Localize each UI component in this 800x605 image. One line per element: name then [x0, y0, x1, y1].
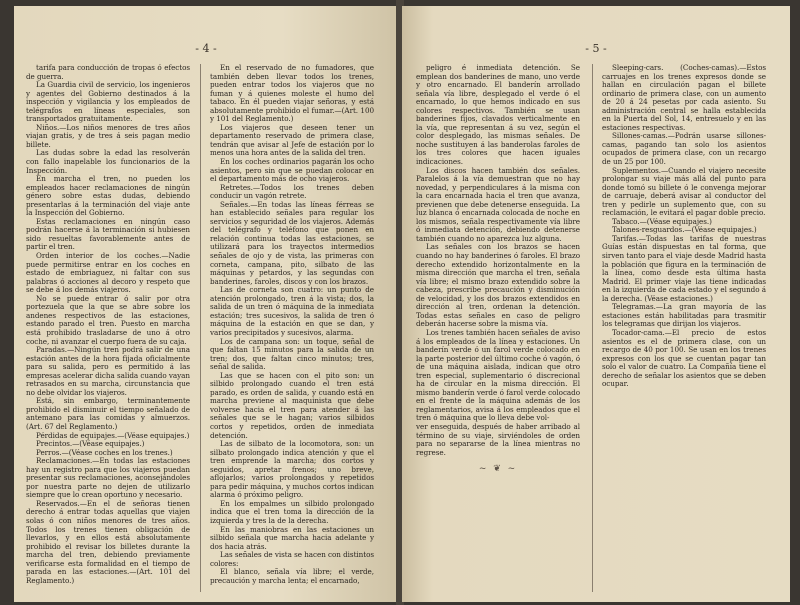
paragraph: Estas reclamaciones en ningún caso podrán hacerse á la terminación si hubiesen sido resueltas favorablemente antes de partir el tren. — [26, 216, 190, 252]
paragraph: Suplementos.—Cuando el viajero necesite prolongar su viaje más allá del punto para donde tomó su billete ó le convenga mejorar de carruaje, deberá avisar al conductor del tren y pedirle un suplemento que, con su reclamación, le evitará el pagar doble precio. — [602, 165, 766, 218]
paragraph: Telegramas.—La gran mayoría de las estaciones están habilitadas para trasmitir los telegramas que dirijan los viajeros. — [602, 302, 766, 329]
paragraph: Sillones-camas.—Podrán usarse sillones-camas, pagando tan solo los asientos ocupados de primera clase, con un recargo de un 25 por 100. — [602, 131, 766, 167]
left-page — [14, 6, 398, 602]
paragraph-continued: ver enseguida, después de haber arribado al término de su viaje, sirviéndoles de orden para no separarse de la línea mientras no regrese. — [416, 421, 580, 457]
paragraph: Talones-resguardos.—(Véase equipajes.) — [612, 225, 757, 235]
paragraph: peligro é inmediata detención. Se emplean dos banderines de mano, uno verde y otro encarnado. El banderín arrollado señala vía libre, desplegado el verde ó el encarnado, lo que hemos indicado en sus colores respectivos. También se usan banderines fijos, clavados verticalmente en la vía, que representan á su vez, según el color desplegado, las mismas señales. De noche sustituyen á las banderolas faroles de los tres colores que hacen iguales indicaciones. — [416, 63, 580, 167]
paragraph: Señales.—En todas las líneas férreas se han establecido señales para regular los servicios y seguridad de los viajeros. Además del telégrafo y teléfono que ponen en relación continua todas las estaciones, se utilizará para los trayectos intermedios señales de ojo y de vista, las primeras con corneta, campana, pito, silbato de las máquinas y petardos, y las segundas con banderines, faroles, discos y con los brazos. — [210, 199, 374, 286]
right-column-1 — [416, 64, 580, 480]
paragraph: Los viajeros que deseen tener un departamento reservado de primera clase, tendrán que avisar al Jefe de estación por lo menos una hora antes de la salida del tren. — [210, 122, 374, 158]
paragraph: Perros.—(Véase coches en los trenes.) — [36, 447, 173, 457]
right-page-number: - 5 - — [585, 42, 607, 55]
paragraph: No se puede entrar ó salir por otra portezuela que la que se abre sobre los andenes respectivos de las estaciones, estando parado el tren. Puesto en marcha está prohibido trasladarse de uno á otro coche, ni avanzar el cuerpo fuera de su caja. — [26, 293, 190, 346]
paragraph: Las de silbato de la locomotora, son: un silbato prolongado indica atención y que el tren emprende la marcha; dos cortos y seguidos, apretar frenos; uno breve, aflojarlos; varios prolongados y repetidos para pedir máquina, y muchos cortos indican alarma ó próximo peligro. — [210, 439, 374, 500]
left-page-number: - 4 - — [195, 42, 217, 55]
left-column-2 — [210, 64, 374, 585]
paragraph: Niños.—Los niños menores de tres años viajan gratis, y de tres á seis pagan medio billete. — [26, 122, 190, 149]
paragraph: El blanco, señala vía libre; el verde, precaución y marcha lenta; el encarnado, — [210, 567, 374, 585]
right-page — [402, 6, 790, 602]
paragraph: Precintos.—(Véase equipajes.) — [36, 439, 145, 449]
paragraph: Pérdidas de equipajes.—(Véase equipajes.) — [36, 430, 190, 440]
paragraph: tarifa para conducción de tropas ó efectos de guerra. — [26, 63, 190, 81]
left-column-1 — [26, 64, 190, 585]
paragraph: Está, sin embargo, terminantemente prohibido el disminuir el tiempo señalado de antemano para las comidas y almuerzos. (Art. 67 del Reglamento.) — [26, 396, 190, 431]
paragraph: Los discos hacen también dos señales. Paralelos á la vía demuestran que no hay novedad, y perpendiculares á la misma con la cara encarnada hacia el tren que avanza, previenen que debe detenerse enseguida. La luz blanca ó encarnada colocada de noche en los mismos, señala respectivamente vía libre ó inmediata detención, debiendo detenerse también cuando no aparezca luz alguna. — [416, 165, 580, 243]
paragraph: Los de campana son: un toque, señal de que faltan 15 minutos para la salida de un tren; dos, que faltan cinco minutos; tres, señal de salida. — [210, 336, 374, 372]
paragraph: En marcha el tren, no pueden los empleados hacer reclamaciones de ningún género sobre estas dudas, debiendo presentarlas á la terminación del viaje ante la Inspección del Gobierno. — [26, 174, 190, 218]
paragraph: Reservados.—En el de señoras tienen derecho á entrar todas aquellas que viajen solas ó con niños menores de tres años. Todos los trenes tienen obligación de llevarlos, y en ellos está absolutamente prohibido el revisar los billetes durante la marcha del tren, debiendo previamente verificarse esta formalidad en el tiempo de parada en las estaciones.—(Art. 101 del Reglamento.) — [26, 498, 190, 585]
paragraph: En el reservado de no fumadores, que también deben llevar todos los trenes, pueden entrar todos los viajeros que no fuman y á quienes moleste el humo del tabaco. En él pueden viajar señoras, y está absolutamente prohibido el fumar.—(Art. 100 y 101 del Reglamento.) — [210, 63, 374, 124]
paragraph: En los coches ordinarios pagarán los ocho asientos, pero sin que se puedan colocar en el departamento más de ocho viajeros. — [210, 157, 374, 184]
ornament-divider: ~ ❦ ~ — [478, 464, 518, 475]
paragraph: Paradas.—Ningún tren podrá salir de una estación antes de la hora fijada oficialmente para su salida, pero es permitido á las empresas acelerar dicha salida cuando vayan retrasados en su marcha, circunstancia que no debe olvidar los viajeros. — [26, 345, 190, 397]
paragraph: Orden interior de los coches.—Nadie puede permitirse entrar en los coches en estado de embriaguez, ni faltar con sus palabras ó acciones al decoro y respeto que se debe á los demás viajeros. — [26, 251, 190, 295]
paragraph: Las que se hacen con el pito son: un silbido prolongado cuando el tren está parado, es orden de salida, y cuando está en marcha previene al maquinista que debe volverse hacia el tren para atender á las señales que se le hagan; varios silbidos cortos y repetidos, orden de inmediata detención. — [210, 370, 374, 440]
paragraph: Reclamaciones.—En todas las estaciones hay un registro para que los viajeros puedan presentar sus reclamaciones, aconsejándoles por nuestra parte no dejen de utilizarlo siempre que lo crean oportuno y necesario. — [26, 456, 190, 500]
paragraph: Sleeping-cars. (Coches-camas).—Estos carruajes en los trenes expresos donde se hallan en circulación pagan el billete ordinario de primera clase, con un aumento de 20 á 24 pesetas por cada asiento. Su administración central se halla establecida en la Puerta del Sol, 14, entresuelo y en las estaciones respectivas. — [602, 63, 766, 132]
paragraph: Las de corneta son cuatro: un punto de atención prolongado, tren á la vista; dos, la salida de un tren ó máquina de la inmediata estación; tres sucesivos, la salida de tren ó máquina de la estación en que se dan, y varios precipitados y sucesivos, alarma. — [210, 285, 374, 337]
paragraph: En los empalmes un silbido prolongado indica que el tren toma la dirección de la izquierda y tres la de la derecha. — [210, 498, 374, 525]
left-column-divider — [200, 64, 201, 592]
right-column-divider — [592, 64, 593, 592]
paragraph: Retretes.—Todos los trenes deben conducir un vagón retrete. — [210, 182, 374, 201]
paragraph: La Guardia civil de servicio, los ingenieros y agentes del Gobierno destinados á la inspección y vigilancia y los empleados de telégrafos en líneas especiales, son transportados gratuitamente. — [26, 80, 190, 124]
paragraph: Tabaco.—(Véase equipajes.) — [612, 216, 712, 226]
paragraph: Tocador-cama.—El precio de estos asientos es el de primera clase, con un recargo de 40 por 100. Se usan en los trenes expresos con los que se cuentan pagar tan solo el valor de cuatro. La Compañía tiene el derecho de señalar los asientos que se deben ocupar. — [602, 327, 766, 389]
paragraph: Los trenes también hacen señales de aviso á los empleados de la línea y estaciones. Un banderín verde ó un farol verde colocado en la parte posterior del último coche ó vagón, ó de una máquina aislada, indican que otro tren especial, suplementario ó discrecional ha de circular en la misma dirección. El mismo banderín verde ó farol verde colocado en el frente de la máquina además de los reglamentarios, avisa á los empleados que el tren ó máquina que lo lleva debe vol- — [416, 327, 580, 423]
paragraph: Las dudas sobre la edad las resolverán con fallo inapelable los funcionarios de la Inspección. — [26, 148, 190, 175]
paragraph: Las señales de vista se hacen con distintos colores: — [210, 550, 374, 568]
right-column-2 — [602, 64, 766, 389]
paragraph: Tarifas.—Todas las tarifas de nuestras Guías están dispuestas en tal forma, que sirven tanto para el viaje desde Madrid hasta la población que figura en la terminación de la línea, como desde esta última hasta Madrid. El primer viaje las tiene indicadas en la izquierda de cada estado y el segundo á la derecha. (Véase estaciones.) — [602, 233, 766, 303]
paragraph: Las señales con los brazos se hacen cuando no hay banderines ó faroles. El brazo derecho extendido horizontalmente en la misma dirección que marcha el tren, señala vía libre; el mismo brazo extendido sobre la cabeza, prescribe precaución y disminución de velocidad, y los dos brazos extendidos en dirección al tren, ordenan la detención. Todas estas señales en caso de peligro deberán hacerse sobre la misma vía. — [416, 242, 580, 329]
paragraph: En las maniobras en las estaciones un silbido señala que marcha hacia adelante y dos hacia atrás. — [210, 524, 374, 551]
